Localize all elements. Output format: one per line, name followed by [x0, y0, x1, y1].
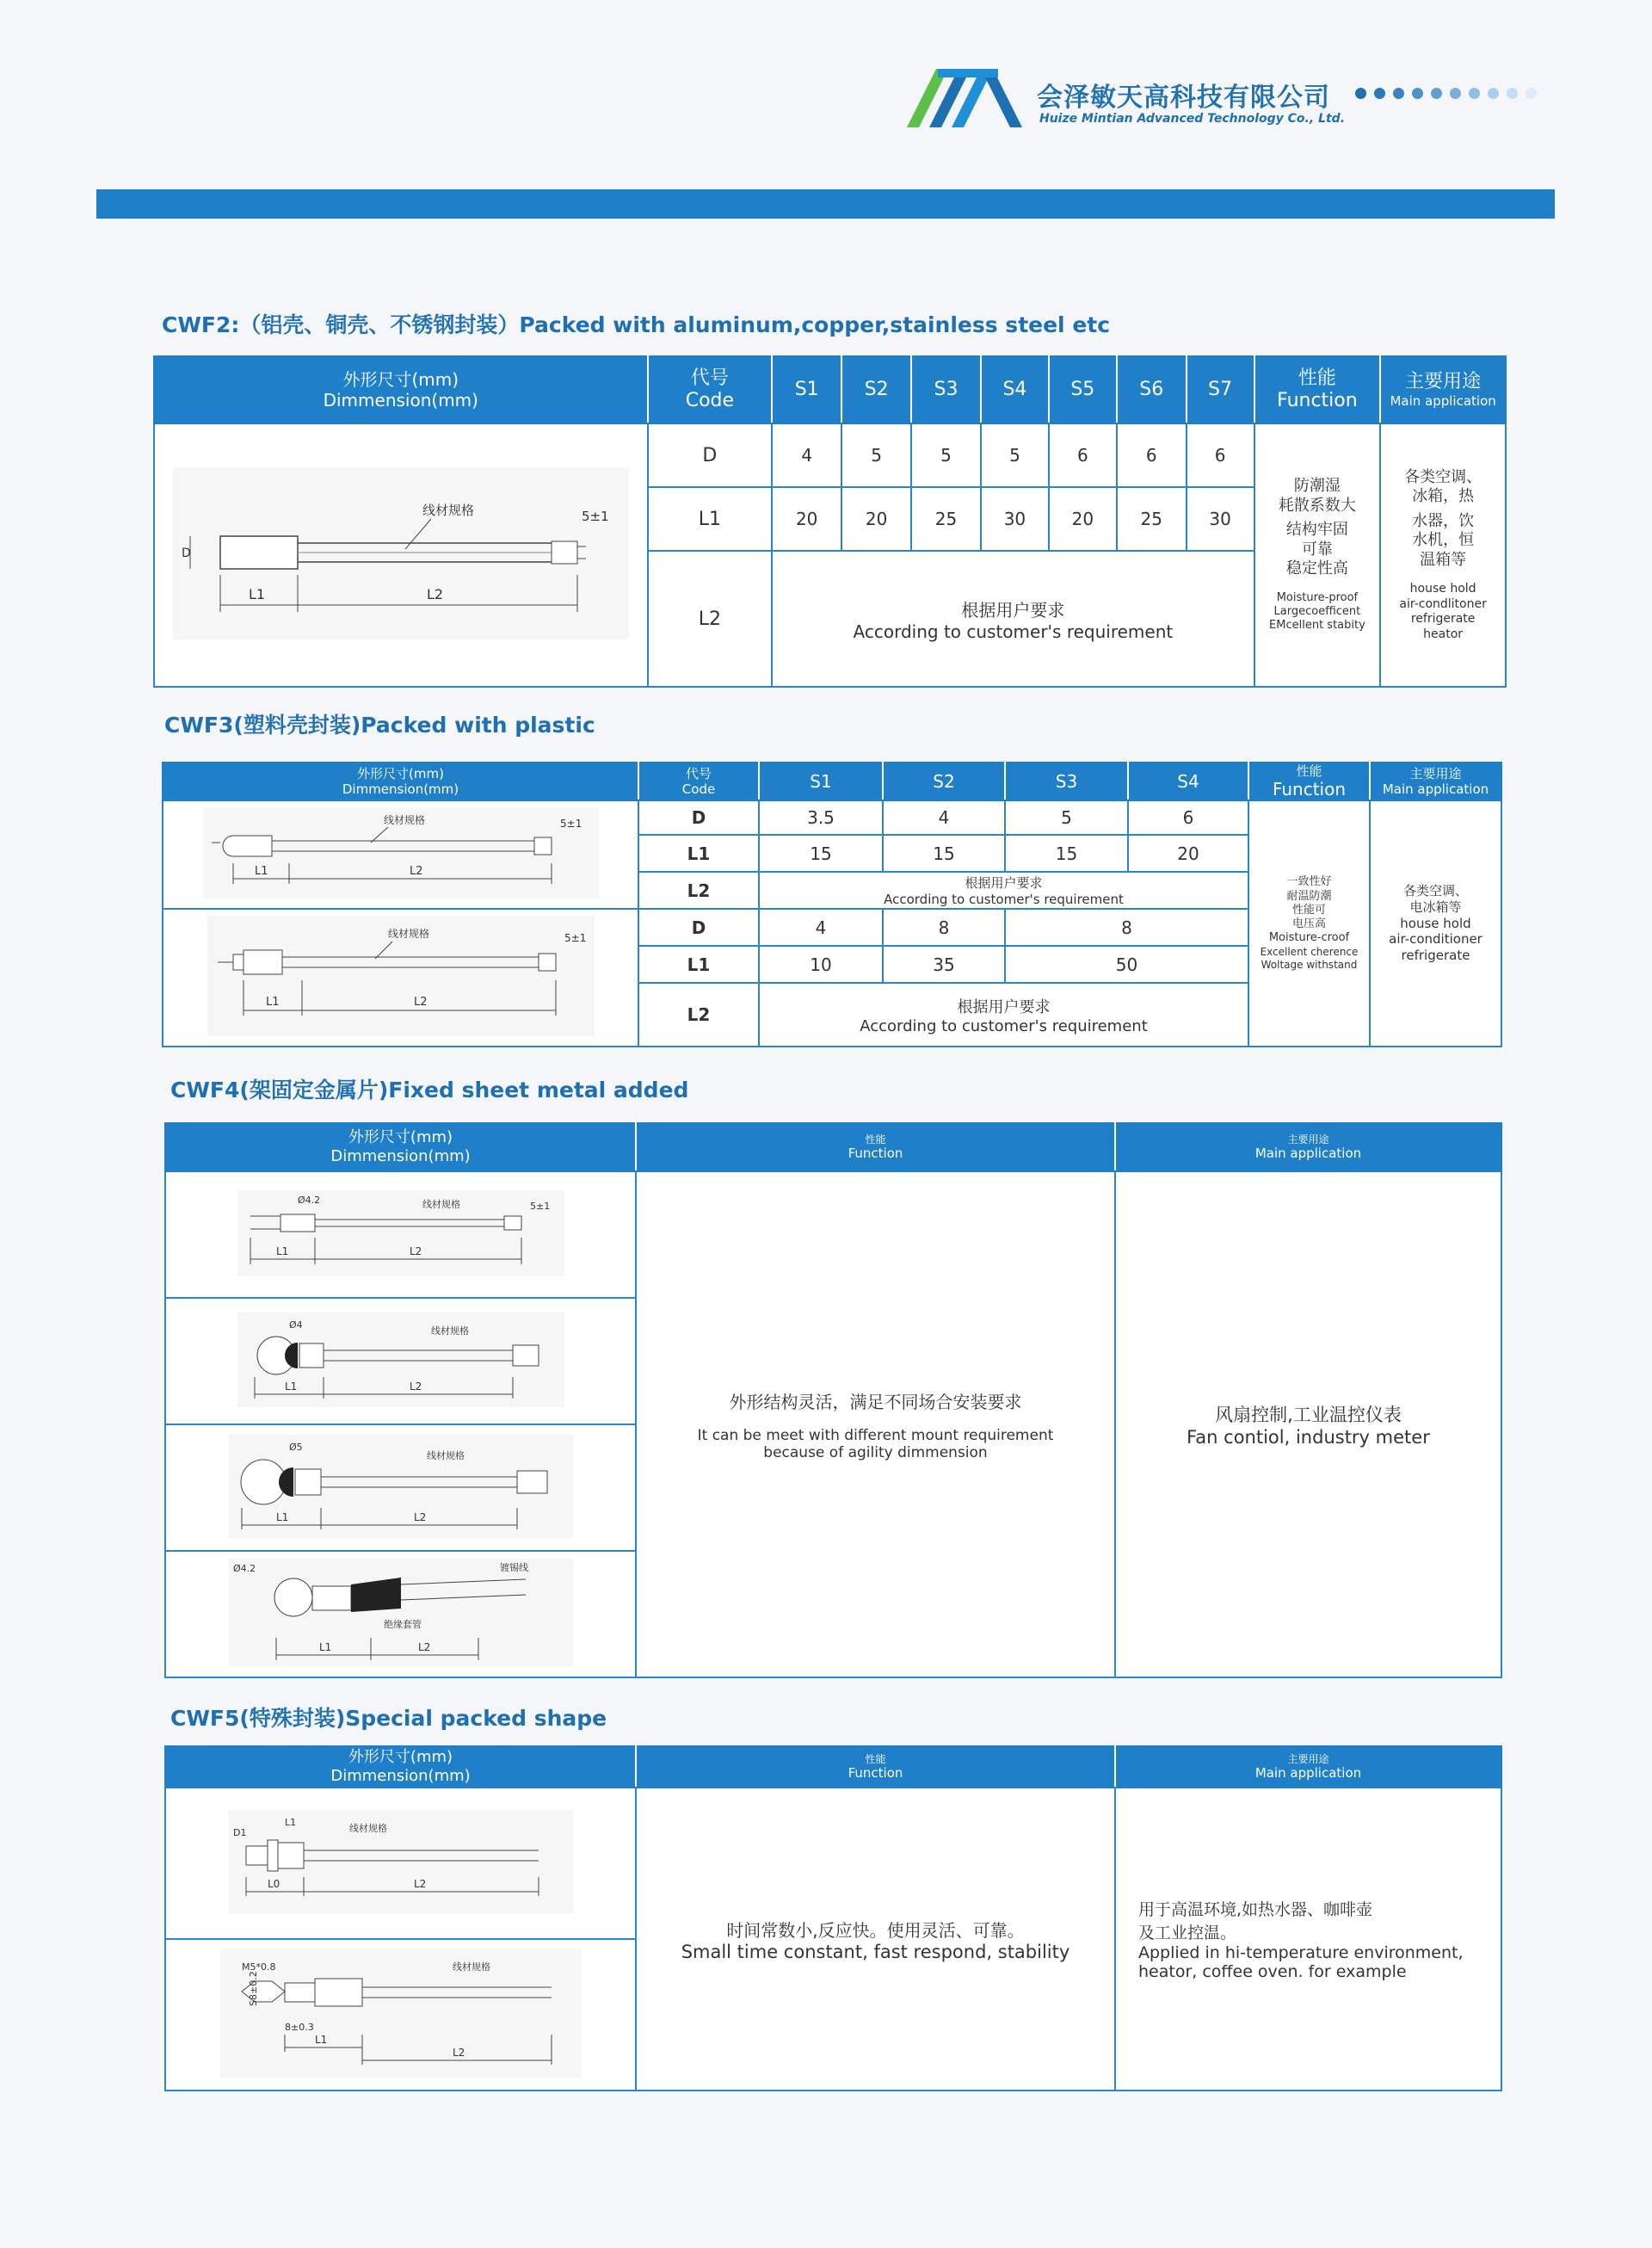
- svg-text:Ø4: Ø4: [288, 1319, 303, 1331]
- cwf3-table: [162, 762, 1502, 1047]
- cwf5-function-cell: 时间常数小,反应快。使用灵活、可靠。 Small time constant, fast respond, stability: [636, 1788, 1115, 2091]
- cwf3-cell: 6: [1128, 800, 1248, 835]
- cwf3-row-label: L1: [638, 946, 759, 983]
- svg-text:5±1: 5±1: [529, 1200, 550, 1212]
- cwf3-cell: 4: [759, 909, 883, 946]
- cwf3-cell: 50: [1005, 946, 1248, 983]
- cwf5-title: CWF5(特殊封装)Special packed shape: [170, 1706, 607, 1731]
- cwf3-sensor-drawing-b: [207, 916, 595, 1036]
- cwf3-col-header: S1: [759, 763, 883, 800]
- svg-text:绝缘套管: 绝缘套管: [383, 1619, 422, 1630]
- cwf4-drawing-3-cell: [165, 1424, 636, 1551]
- company-logo: [903, 62, 1041, 131]
- cwf2-cell: 6: [1187, 423, 1254, 487]
- cwf4-dim-header: 外形尺寸(mm) Dimmension(mm): [165, 1123, 636, 1171]
- company-name-en: Huize Mintian Advanced Technology Co., Ltd.: [1039, 112, 1346, 126]
- svg-text:L2: L2: [409, 1380, 422, 1393]
- cwf2-dim-header: 外形尺寸(mm) Dimmension(mm): [154, 356, 648, 423]
- cwf5-drawing-2: [220, 1948, 582, 2078]
- cwf3-row-label: L2: [638, 983, 759, 1047]
- cwf2-row-label: L2: [648, 551, 773, 687]
- cwf3-drawing-b-cell: [163, 909, 638, 1047]
- cwf3-col-header: S3: [1005, 763, 1128, 800]
- svg-text:线材规格: 线材规格: [422, 1198, 460, 1210]
- cwf4-function-header: 性能 Function: [636, 1123, 1115, 1171]
- cwf4-drawing-1-cell: [165, 1171, 636, 1298]
- cwf5-function-header: 性能 Function: [636, 1746, 1115, 1788]
- cwf5-app-header: 主要用途 Main application: [1115, 1746, 1501, 1788]
- cwf2-cell: 30: [981, 487, 1049, 551]
- cwf2-col-header: S4: [981, 356, 1049, 423]
- cwf5-app-cell: 用于高温环境,如热水器、咖啡壶 及工业控温。 Applied in hi-temperature environment, heator, coffee oven. for example: [1115, 1788, 1501, 2091]
- cwf3-sensor-drawing-a: [203, 808, 599, 899]
- svg-text:线材规格: 线材规格: [383, 813, 425, 826]
- svg-text:线材规格: 线材规格: [387, 928, 429, 940]
- svg-text:L1: L1: [248, 586, 265, 602]
- cwf3-col-header: S2: [883, 763, 1005, 800]
- svg-text:L2: L2: [409, 864, 423, 878]
- cwf3-code-header: 代号 Code: [638, 763, 759, 800]
- svg-text:L2: L2: [452, 2047, 465, 2059]
- cwf3-app-header: 主要用途 Main application: [1370, 763, 1501, 800]
- svg-text:M5*0.8: M5*0.8: [241, 1961, 275, 1973]
- cwf2-cell: 5: [981, 423, 1049, 487]
- cwf4-drawing-3: [229, 1435, 573, 1538]
- svg-text:线材规格: 线材规格: [452, 1961, 490, 1973]
- svg-text:L1: L1: [275, 1510, 288, 1523]
- cwf4-drawing-1: [237, 1190, 564, 1276]
- cwf3-row-label: D: [638, 800, 759, 835]
- cwf4-drawing-4-cell: [165, 1551, 636, 1677]
- cwf3-cell: 35: [883, 946, 1005, 983]
- cwf3-l2-cell: 根据用户要求 According to customer's requirement: [759, 983, 1248, 1047]
- cwf4-function-cell: 外形结构灵活，满足不同场合安装要求 It can be meet with different mount requirement because of agility dimmension: [636, 1171, 1115, 1677]
- cwf2-row-label: L1: [648, 487, 773, 551]
- cwf3-cell: 15: [1005, 835, 1128, 872]
- cwf5-dim-header: 外形尺寸(mm) Dimmension(mm): [165, 1746, 636, 1788]
- cwf3-row-label: L1: [638, 835, 759, 872]
- cwf3-cell: 15: [883, 835, 1005, 872]
- cwf2-code-header: 代号 Code: [648, 356, 773, 423]
- cwf5-table: [164, 1745, 1502, 2091]
- cwf2-cell: 20: [841, 487, 911, 551]
- cwf3-row-label: L2: [638, 872, 759, 909]
- cwf2-cell: 5: [841, 423, 911, 487]
- cwf4-app-header: 主要用途 Main application: [1115, 1123, 1501, 1171]
- decorative-dots: [1355, 88, 1537, 99]
- cwf2-sensor-drawing: [173, 467, 629, 639]
- svg-text:L1: L1: [254, 864, 268, 878]
- cwf3-cell: 20: [1128, 835, 1248, 872]
- svg-text:S8±0.2: S8±0.2: [247, 1971, 259, 2006]
- svg-text:L2: L2: [426, 586, 443, 602]
- cwf2-cell: 4: [772, 423, 841, 487]
- svg-text:镀锡线: 镀锡线: [499, 1562, 528, 1573]
- svg-text:Ø4.2: Ø4.2: [232, 1563, 256, 1574]
- cwf3-col-header: S4: [1128, 763, 1248, 800]
- svg-text:5±1: 5±1: [581, 509, 609, 524]
- svg-text:5±1: 5±1: [559, 817, 582, 830]
- svg-text:L2: L2: [413, 1878, 426, 1890]
- svg-text:L2: L2: [417, 1641, 430, 1653]
- cwf3-app-cell: 各类空调、 电冰箱等 house hold air-conditioner refrigerate: [1370, 800, 1501, 1047]
- svg-text:Ø4.2: Ø4.2: [297, 1194, 320, 1206]
- svg-text:5±1: 5±1: [564, 932, 586, 944]
- cwf2-cell: 6: [1117, 423, 1187, 487]
- cwf2-table: [153, 355, 1507, 688]
- cwf2-function-cell: 防潮湿 耗散系数大 结构牢固 可靠 稳定性高 Moisture-proof Largecoefficent EMcellent stabity: [1254, 423, 1381, 687]
- cwf2-col-header: S3: [911, 356, 981, 423]
- svg-text:L1: L1: [314, 2034, 327, 2046]
- cwf3-function-cell: 一致性好 耐温防潮 性能可 电压高 Moisture-croof Excellent cherence Woltage withstand: [1248, 800, 1370, 1047]
- cwf5-drawing-1: [229, 1810, 573, 1913]
- cwf2-cell: 20: [1049, 487, 1117, 551]
- cwf3-cell: 8: [1005, 909, 1248, 946]
- cwf2-cell: 25: [1117, 487, 1187, 551]
- svg-text:D1: D1: [232, 1827, 246, 1838]
- wire-spec-label: 线材规格: [422, 503, 474, 518]
- company-name-cn: 会泽敏天高科技有限公司: [1037, 83, 1330, 113]
- cwf4-drawing-4: [229, 1559, 573, 1666]
- cwf3-title: CWF3(塑料壳封装)Packed with plastic: [164, 713, 595, 738]
- cwf2-row-label: D: [648, 423, 773, 487]
- svg-text:线材规格: 线材规格: [426, 1449, 465, 1461]
- cwf3-cell: 5: [1005, 800, 1128, 835]
- cwf3-cell: 3.5: [759, 800, 883, 835]
- cwf2-cell: 25: [911, 487, 981, 551]
- svg-text:D: D: [181, 547, 191, 560]
- svg-text:线材规格: 线材规格: [348, 1823, 387, 1834]
- cwf2-cell: 20: [772, 487, 841, 551]
- svg-text:L1: L1: [318, 1641, 331, 1653]
- cwf5-drawing-1-cell: [165, 1788, 636, 1939]
- cwf2-col-header: S6: [1117, 356, 1187, 423]
- svg-text:8±0.3: 8±0.3: [284, 2022, 314, 2033]
- svg-text:L0: L0: [267, 1878, 280, 1890]
- svg-text:线材规格: 线材规格: [430, 1325, 469, 1337]
- cwf2-col-header: S1: [772, 356, 841, 423]
- cwf5-drawing-2-cell: [165, 1939, 636, 2091]
- cwf3-drawing-a-cell: [163, 800, 638, 909]
- cwf2-drawing-cell: [154, 423, 648, 687]
- cwf4-drawing-2-cell: [165, 1298, 636, 1424]
- cwf3-function-header: 性能 Function: [1248, 763, 1370, 800]
- cwf2-l2-cell: 根据用户要求 According to customer's requirement: [772, 551, 1254, 687]
- header-bar: [96, 189, 1555, 219]
- svg-text:L1: L1: [284, 1817, 296, 1828]
- cwf3-l2-cell: 根据用户要求 According to customer's requirement: [759, 872, 1248, 909]
- cwf3-cell: 4: [883, 800, 1005, 835]
- svg-text:Ø5: Ø5: [288, 1441, 303, 1453]
- cwf2-app-cell: 各类空调、 冰箱，热 水器，饮 水机，恒 温箱等 house hold air-condlitoner refrigerate heator: [1380, 423, 1506, 687]
- cwf2-col-header: S2: [841, 356, 911, 423]
- cwf3-row-label: D: [638, 909, 759, 946]
- svg-text:L1: L1: [265, 996, 280, 1009]
- svg-text:L2: L2: [413, 1510, 426, 1523]
- cwf2-cell: 6: [1049, 423, 1117, 487]
- cwf2-app-header: 主要用途 Main application: [1380, 356, 1506, 423]
- cwf2-cell: 5: [911, 423, 981, 487]
- svg-text:L2: L2: [413, 996, 428, 1009]
- cwf4-table: [164, 1122, 1502, 1678]
- svg-text:L1: L1: [284, 1380, 297, 1393]
- cwf3-cell: 15: [759, 835, 883, 872]
- svg-text:L1: L1: [275, 1244, 288, 1257]
- cwf3-dim-header: 外形尺寸(mm) Dimmension(mm): [163, 763, 638, 800]
- cwf2-cell: 30: [1187, 487, 1254, 551]
- cwf4-drawing-2: [237, 1312, 564, 1407]
- cwf2-function-header: 性能 Function: [1254, 356, 1381, 423]
- cwf4-title: CWF4(架固定金属片)Fixed sheet metal added: [170, 1078, 689, 1102]
- cwf2-col-header: S5: [1049, 356, 1117, 423]
- cwf2-title: CWF2:（铝壳、铜壳、不锈钢封装）Packed with aluminum,copper,stainless steel etc: [162, 312, 1111, 337]
- cwf2-col-header: S7: [1187, 356, 1254, 423]
- cwf3-cell: 10: [759, 946, 883, 983]
- cwf3-cell: 8: [883, 909, 1005, 946]
- cwf4-app-cell: 风扇控制,工业温控仪表 Fan contiol, industry meter: [1115, 1171, 1501, 1677]
- svg-text:L2: L2: [409, 1244, 422, 1257]
